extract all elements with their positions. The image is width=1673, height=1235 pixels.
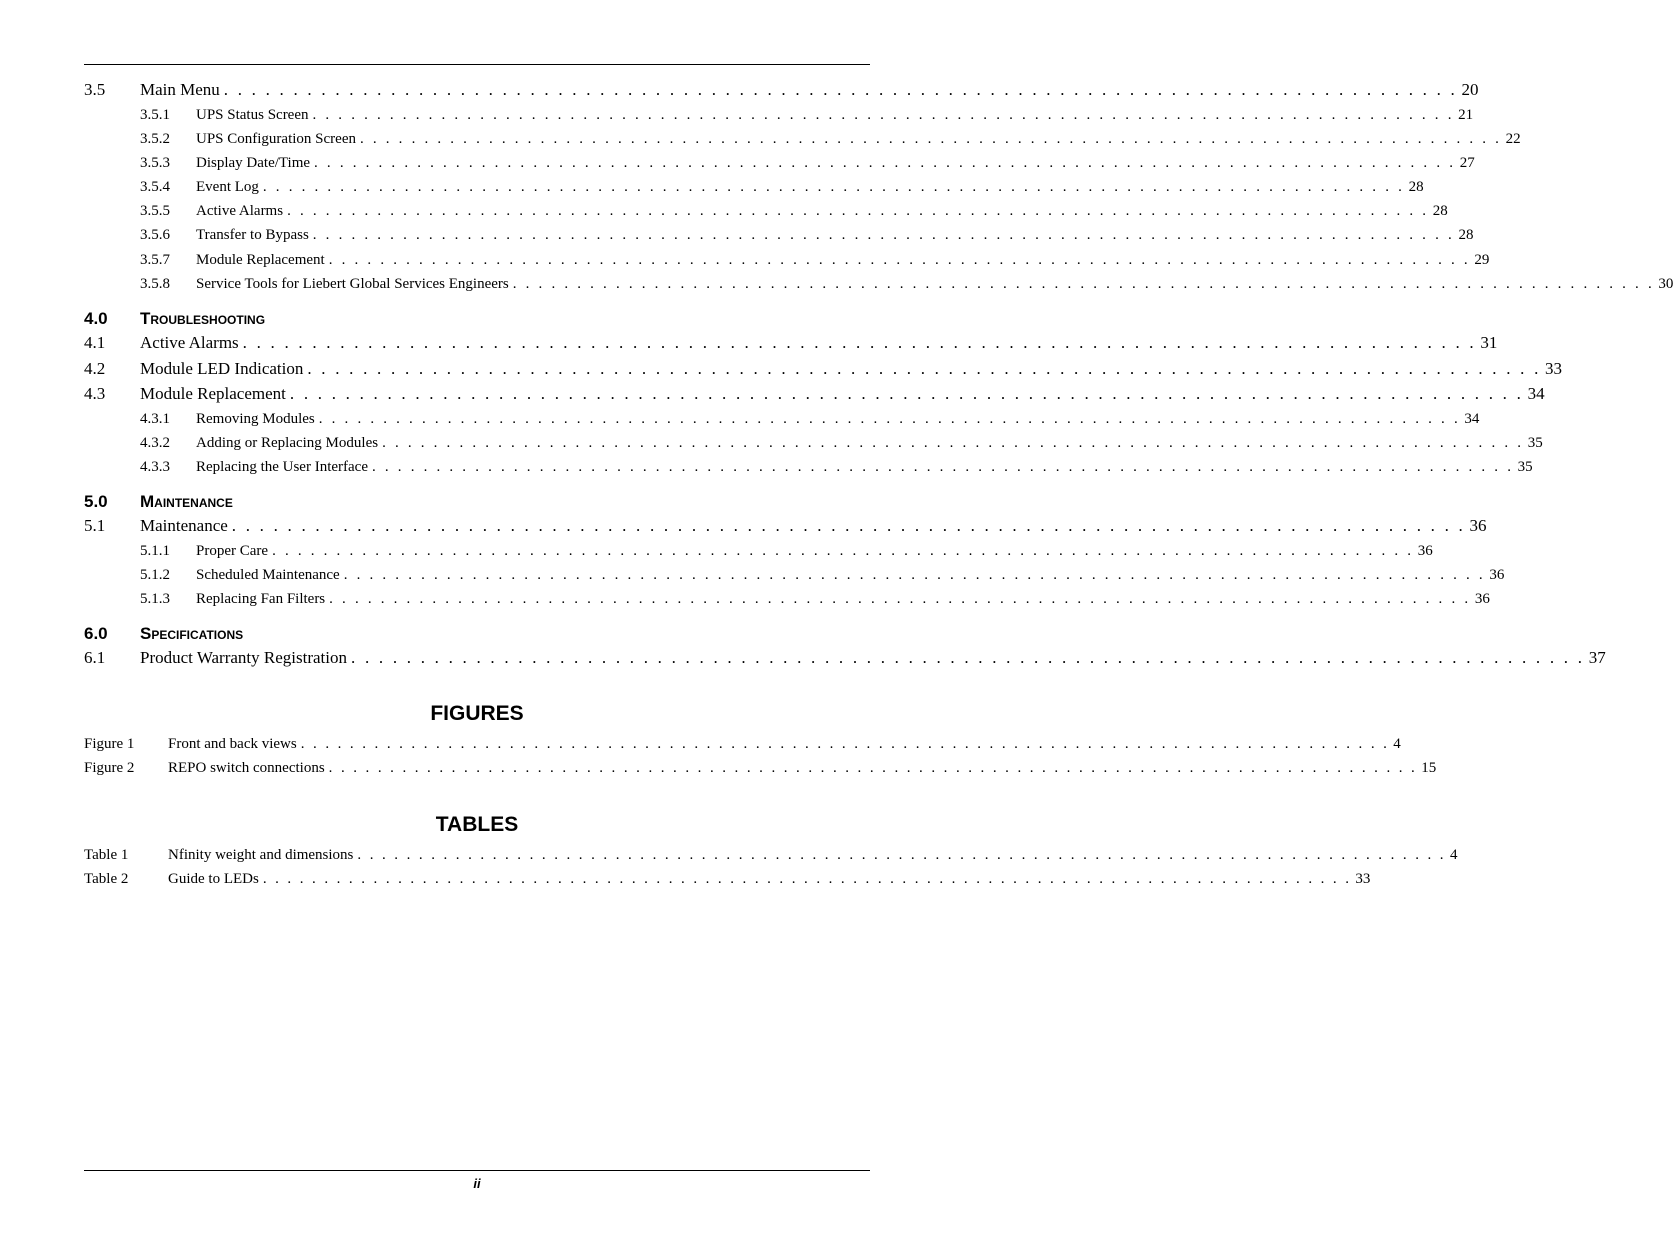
entry-number: 4.3.1 [140, 410, 170, 427]
toc-subsection-entry[interactable] [84, 407, 1480, 431]
entry-title: Adding or Replacing Modules [196, 434, 379, 451]
dot-leader: . . . . . . . . . . . . . . . . . . . . . . . . . . . . . . . . . . . . . . . . . . . . . . . . . . . . . . . . . . . . . . . . . . . . . . . . . . . . . . . . . . . . . . . . . [343, 566, 1486, 583]
dot-leader: . . . . . . . . . . . . . . . . . . . . . . . . . . . . . . . . . . . . . . . . . . . . . . . . . . . . . . . . . . . . . . . . . . . . . . . . . . . . . . . . . . . . . . . . . [289, 384, 1524, 403]
entry-number: 3.5.2 [140, 130, 170, 147]
dot-leader: . . . . . . . . . . . . . . . . . . . . . . . . . . . . . . . . . . . . . . . . . . . . . . . . . . . . . . . . . . . . . . . . . . . . . . . . . . . . . . . . . . . . . . . . . [262, 179, 1405, 196]
entry-page-number: 21 [1458, 106, 1474, 123]
entry-title: Proper Care [196, 542, 269, 559]
entry-number: Table 2 [84, 870, 129, 887]
entry-title: Display Date/Time [196, 154, 311, 171]
top-rule [84, 64, 870, 65]
entry-title: Service Tools for Liebert Global Services Engineers [196, 275, 509, 292]
dot-leader: . . . . . . . . . . . . . . . . . . . . . . . . . . . . . . . . . . . . . . . . . . . . . . . . . . . . . . . . . . . . . . . . . . . . . . . . . . . . . . . . . . . . . . . . . [328, 759, 1418, 776]
entry-number: 3.5.6 [140, 227, 170, 244]
entry-page-number: 31 [1480, 333, 1498, 352]
entry-number: 5.1.2 [140, 566, 170, 583]
chapter-title: Specifications [140, 624, 244, 644]
entry-number: 4.1 [84, 333, 106, 352]
entry-title: Removing Modules [196, 410, 315, 427]
dot-leader: . . . . . . . . . . . . . . . . . . . . . . . . . . . . . . . . . . . . . . . . . . . . . . . . . . . . . . . . . . . . . . . . . . . . . . . . . . . . . . . . . . . . . . . . . [512, 275, 1655, 292]
entry-title: UPS Configuration Screen [196, 130, 356, 147]
chapter-heading[interactable] [84, 623, 870, 645]
toc-section-entry[interactable] [84, 356, 1563, 382]
dot-leader: . . . . . . . . . . . . . . . . . . . . . . . . . . . . . . . . . . . . . . . . . . . . . . . . . . . . . . . . . . . . . . . . . . . . . . . . . . . . . . . . . . . . . . . . . [318, 410, 1461, 427]
toc-section-entry[interactable] [84, 645, 1606, 671]
toc-subsection-entry[interactable] [84, 563, 1505, 587]
toc-subsection-entry[interactable] [84, 199, 1448, 223]
entry-number: 4.2 [84, 358, 106, 378]
dot-leader: . . . . . . . . . . . . . . . . . . . . . . . . . . . . . . . . . . . . . . . . . . . . . . . . . . . . . . . . . . . . . . . . . . . . . . . . . . . . . . . . . . . . . . . . . [382, 434, 1524, 451]
table-of-contents [84, 77, 1673, 891]
entry-title: Main Menu [140, 80, 220, 99]
entry-number: Figure 1 [84, 735, 135, 752]
entry-page-number: 29 [1474, 251, 1490, 268]
chapter-heading[interactable] [84, 308, 870, 330]
entry-number: 3.5.8 [140, 275, 170, 292]
entry-page-number: 35 [1517, 458, 1533, 475]
entry-number: 6.1 [84, 648, 106, 668]
chapter-number: 5.0 [84, 492, 108, 512]
dot-leader: . . . . . . . . . . . . . . . . . . . . . . . . . . . . . . . . . . . . . . . . . . . . . . . . . . . . . . . . . . . . . . . . . . . . . . . . . . . . . . . . . . . . . . . . . [223, 80, 1458, 99]
entry-page-number: 30 [1658, 275, 1673, 292]
entry-number: 4.3 [84, 384, 106, 403]
toc-subsection-entry[interactable] [84, 272, 1673, 296]
entry-page-number: 28 [1458, 227, 1474, 244]
entry-title: REPO switch connections [168, 759, 325, 776]
toc-subsection-entry[interactable] [84, 539, 1433, 563]
page-number: ii [473, 1176, 481, 1191]
entry-number: 3.5.1 [140, 106, 170, 123]
entry-title: Active Alarms [140, 333, 239, 352]
toc-section-entry[interactable] [84, 330, 1498, 356]
chapter-number: 4.0 [84, 309, 108, 328]
chapter-number: 6.0 [84, 624, 108, 644]
dot-leader: . . . . . . . . . . . . . . . . . . . . . . . . . . . . . . . . . . . . . . . . . . . . . . . . . . . . . . . . . . . . . . . . . . . . . . . . . . . . . . . . . . . . . . . . . [359, 130, 1502, 147]
dot-leader: . . . . . . . . . . . . . . . . . . . . . . . . . . . . . . . . . . . . . . . . . . . . . . . . . . . . . . . . . . . . . . . . . . . . . . . . . . . . . . . . . . . . . . . . . [372, 458, 1514, 475]
toc-subsection-entry[interactable] [84, 587, 1490, 611]
entry-title: Transfer to Bypass [196, 227, 309, 244]
figures-heading: FIGURES [430, 701, 524, 725]
entry-number: 3.5.5 [140, 203, 170, 220]
dot-leader: . . . . . . . . . . . . . . . . . . . . . . . . . . . . . . . . . . . . . . . . . . . . . . . . . . . . . . . . . . . . . . . . . . . . . . . . . . . . . . . . . . . . . . . . . [351, 648, 1585, 668]
entry-number: 4.3.2 [140, 434, 170, 451]
entry-page-number: 33 [1355, 870, 1371, 887]
entry-title: Event Log [196, 179, 259, 196]
toc-subsection-entry[interactable] [84, 431, 1543, 455]
entry-page-number: 22 [1505, 130, 1521, 147]
entry-page-number: 28 [1432, 203, 1448, 220]
entry-title: Module Replacement [140, 384, 286, 403]
bottom-rule [84, 1170, 870, 1171]
dot-leader: . . . . . . . . . . . . . . . . . . . . . . . . . . . . . . . . . . . . . . . . . . . . . . . . . . . . . . . . . . . . . . . . . . . . . . . . . . . . . . . . . . . . . . . . . [272, 542, 1414, 559]
toc-subsection-entry[interactable] [84, 175, 1424, 199]
entry-page-number: 33 [1545, 358, 1563, 378]
entry-number: 5.1.3 [140, 590, 170, 607]
entry-page-number: 35 [1527, 434, 1543, 451]
entry-page-number: 27 [1459, 154, 1475, 171]
tables-heading: TABLES [435, 812, 519, 836]
dot-leader: . . . . . . . . . . . . . . . . . . . . . . . . . . . . . . . . . . . . . . . . . . . . . . . . . . . . . . . . . . . . . . . . . . . . . . . . . . . . . . . . . . . . . . . . . [231, 516, 1466, 536]
dot-leader: . . . . . . . . . . . . . . . . . . . . . . . . . . . . . . . . . . . . . . . . . . . . . . . . . . . . . . . . . . . . . . . . . . . . . . . . . . . . . . . . . . . . . . . . . [242, 333, 1477, 352]
toc-subsection-entry[interactable] [84, 151, 1475, 175]
entry-number: 3.5.4 [140, 179, 170, 196]
entry-number: 3.5.3 [140, 154, 170, 171]
entry-page-number: 36 [1417, 542, 1433, 559]
entry-page-number: 34 [1527, 384, 1545, 403]
entry-number: 5.1 [84, 516, 106, 536]
entry-number: 5.1.1 [140, 542, 170, 559]
entry-title: Replacing Fan Filters [196, 590, 326, 607]
entry-number: 4.3.3 [140, 458, 170, 475]
entry-page-number: 4 [1449, 846, 1458, 863]
figure-entry[interactable] [84, 732, 1401, 756]
entry-title: Replacing the User Interface [196, 458, 368, 475]
dot-leader: . . . . . . . . . . . . . . . . . . . . . . . . . . . . . . . . . . . . . . . . . . . . . . . . . . . . . . . . . . . . . . . . . . . . . . . . . . . . . . . . . . . . . . . . . [329, 590, 1471, 607]
entry-title: Maintenance [140, 516, 228, 536]
toc-subsection-entry[interactable] [84, 455, 1533, 479]
entry-page-number: 20 [1461, 80, 1479, 99]
toc-section-entry[interactable] [84, 513, 1487, 539]
dot-leader: . . . . . . . . . . . . . . . . . . . . . . . . . . . . . . . . . . . . . . . . . . . . . . . . . . . . . . . . . . . . . . . . . . . . . . . . . . . . . . . . . . . . . . . . . [312, 106, 1455, 123]
chapter-title: Maintenance [140, 492, 233, 512]
chapter-title: Troubleshooting [140, 309, 266, 328]
entry-title: Scheduled Maintenance [196, 566, 340, 583]
toc-section-entry[interactable] [84, 381, 1545, 407]
entry-number: Figure 2 [84, 759, 135, 776]
entry-title: Guide to LEDs [168, 870, 259, 887]
entry-number: 3.5.7 [140, 251, 170, 268]
toc-subsection-entry[interactable] [84, 223, 1474, 247]
table-entry[interactable] [84, 867, 1371, 891]
entry-page-number: 4 [1393, 735, 1401, 752]
toc-subsection-entry[interactable] [84, 127, 1521, 151]
dot-leader: . . . . . . . . . . . . . . . . . . . . . . . . . . . . . . . . . . . . . . . . . . . . . . . . . . . . . . . . . . . . . . . . . . . . . . . . . . . . . . . . . . . . . . . . . [328, 251, 1471, 268]
dot-leader: . . . . . . . . . . . . . . . . . . . . . . . . . . . . . . . . . . . . . . . . . . . . . . . . . . . . . . . . . . . . . . . . . . . . . . . . . . . . . . . . . . . . . . . . . [314, 154, 1456, 171]
toc-subsection-entry[interactable] [84, 103, 1474, 127]
dot-leader: . . . . . . . . . . . . . . . . . . . . . . . . . . . . . . . . . . . . . . . . . . . . . . . . . . . . . . . . . . . . . . . . . . . . . . . . . . . . . . . . . . . . . . . . . [357, 846, 1446, 863]
dot-leader: . . . . . . . . . . . . . . . . . . . . . . . . . . . . . . . . . . . . . . . . . . . . . . . . . . . . . . . . . . . . . . . . . . . . . . . . . . . . . . . . . . . . . . . . . [287, 203, 1429, 220]
entry-title: UPS Status Screen [196, 106, 309, 123]
entry-page-number: 15 [1421, 759, 1437, 776]
entry-title: Front and back views [168, 735, 297, 752]
dot-leader: . . . . . . . . . . . . . . . . . . . . . . . . . . . . . . . . . . . . . . . . . . . . . . . . . . . . . . . . . . . . . . . . . . . . . . . . . . . . . . . . . . . . . . . . . [262, 870, 1352, 887]
entry-page-number: 34 [1464, 410, 1480, 427]
entry-title: Nfinity weight and dimensions [168, 846, 354, 863]
dot-leader: . . . . . . . . . . . . . . . . . . . . . . . . . . . . . . . . . . . . . . . . . . . . . . . . . . . . . . . . . . . . . . . . . . . . . . . . . . . . . . . . . . . . . . . . . [300, 735, 1390, 752]
entry-title: Module LED Indication [140, 358, 304, 378]
chapter-heading[interactable] [84, 491, 870, 513]
figure-entry[interactable] [84, 756, 1437, 780]
entry-page-number: 36 [1474, 590, 1490, 607]
entry-page-number: 36 [1469, 516, 1487, 536]
toc-subsection-entry[interactable] [84, 248, 1490, 272]
entry-number: Table 1 [84, 846, 129, 863]
toc-section-entry[interactable] [84, 77, 1479, 103]
entry-number: 3.5 [84, 80, 106, 99]
entry-title: Active Alarms [196, 203, 284, 220]
entry-title: Product Warranty Registration [140, 648, 347, 668]
table-entry[interactable] [84, 843, 1458, 867]
entry-page-number: 37 [1588, 648, 1606, 668]
entry-page-number: 28 [1408, 179, 1424, 196]
entry-page-number: 36 [1489, 566, 1505, 583]
dot-leader: . . . . . . . . . . . . . . . . . . . . . . . . . . . . . . . . . . . . . . . . . . . . . . . . . . . . . . . . . . . . . . . . . . . . . . . . . . . . . . . . . . . . . . . . . [312, 227, 1455, 244]
entry-title: Module Replacement [196, 251, 325, 268]
dot-leader: . . . . . . . . . . . . . . . . . . . . . . . . . . . . . . . . . . . . . . . . . . . . . . . . . . . . . . . . . . . . . . . . . . . . . . . . . . . . . . . . . . . . . . . . . [307, 358, 1542, 378]
